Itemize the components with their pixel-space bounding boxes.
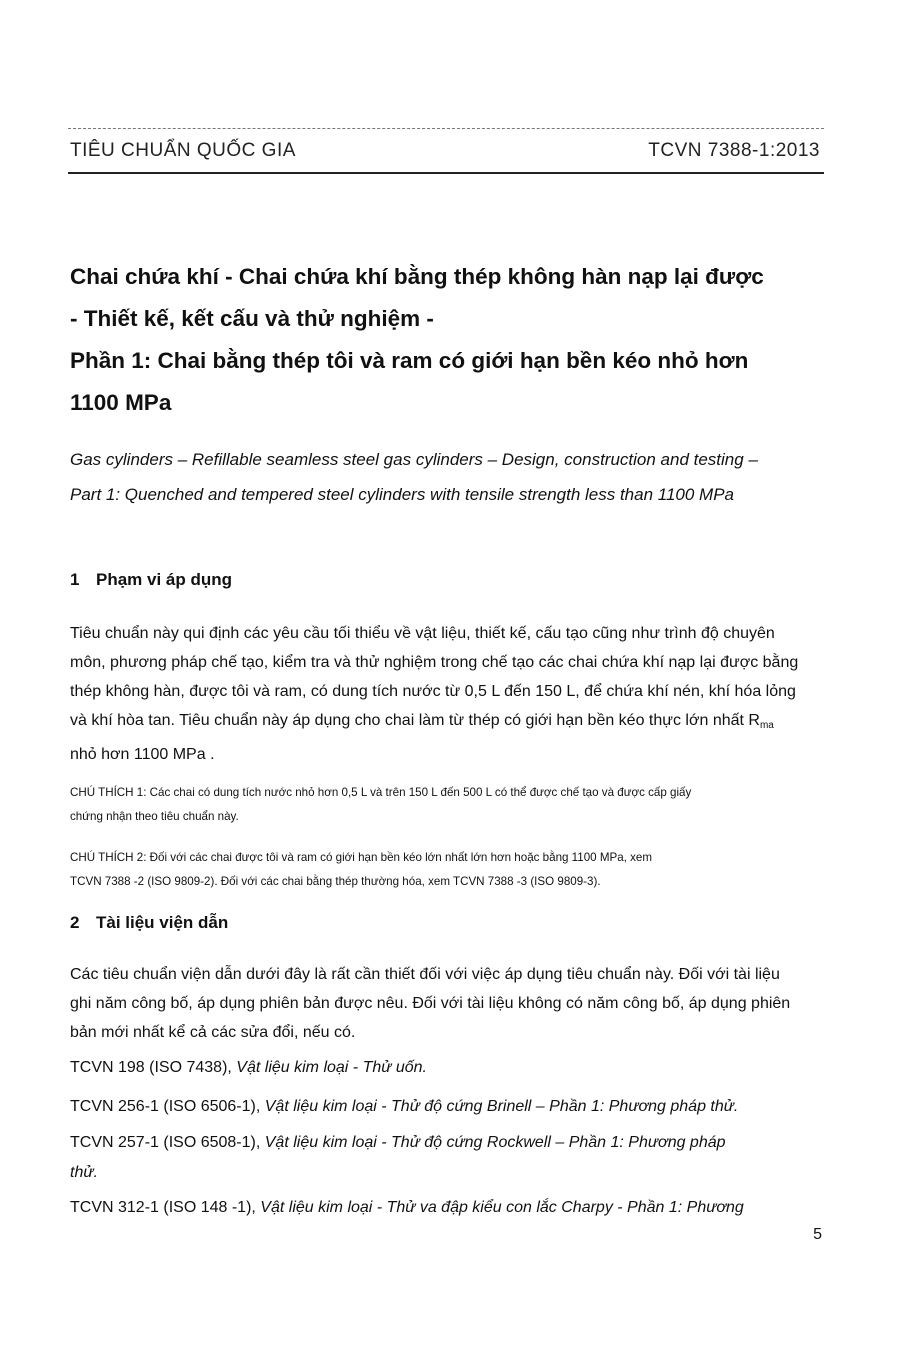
header-bottom-rule: [68, 172, 824, 174]
title-line: Chai chứa khí - Chai chứa khí bằng thép không hàn nạp lại được: [70, 264, 764, 289]
reference-title: Vật liệu kim loại - Thử va đập kiểu con lắc Charpy - Phần 1: Phương: [260, 1199, 744, 1216]
reference-item: [70, 1092, 826, 1122]
references-paragraph: [70, 960, 826, 1047]
paragraph-line: Tiêu chuẩn này qui định các yêu cầu tối thiểu về vật liệu, thiết kế, cấu tạo cũng như trình độ chuyên: [70, 625, 775, 642]
reference-code: TCVN 256-1 (ISO 6506-1),: [70, 1098, 265, 1115]
reference-code: TCVN 312-1 (ISO 148 -1),: [70, 1199, 261, 1216]
reference-title-continued: thử.: [70, 1164, 98, 1181]
english-title-line: Gas cylinders – Refillable seamless steel gas cylinders – Design, construction and testing –: [70, 450, 758, 469]
note-line: CHÚ THÍCH 1: Các chai có dung tích nước nhỏ hơn 0,5 L và trên 150 L đến 500 L có thể được chế tạo và được cấp giấy: [70, 786, 692, 799]
reference-item: [70, 1193, 826, 1223]
reference-item: [70, 1053, 826, 1083]
header-top-rule: [68, 128, 824, 129]
reference-title: Vật liệu kim loại - Thử độ cứng Rockwell – Phần 1: Phương pháp: [264, 1134, 726, 1151]
english-title-line: Part 1: Quenched and tempered steel cylinders with tensile strength less than 1100 MPa: [70, 485, 735, 504]
section-number: 1: [70, 570, 80, 589]
title-line: - Thiết kế, kết cấu và thử nghiệm -: [70, 306, 434, 331]
section-title: Phạm vi áp dụng: [96, 570, 233, 589]
paragraph-line: môn, phương pháp chế tạo, kiểm tra và thử nghiệm trong chế tạo các chai chứa khí nạp lại được bằng: [70, 654, 799, 671]
note-line: TCVN 7388 -2 (ISO 9809-2). Đối với các chai bằng thép thường hóa, xem TCVN 7388 -3 (ISO 9809-3).: [70, 875, 601, 888]
section-heading-references: [70, 913, 228, 933]
title-line: Phần 1: Chai bằng thép tôi và ram có giới hạn bền kéo nhỏ hơn: [70, 348, 749, 373]
header-standard-label: TIÊU CHUẨN QUỐC GIA: [70, 140, 296, 161]
reference-title: Vật liệu kim loại - Thử uốn.: [236, 1059, 427, 1076]
reference-item: [70, 1128, 826, 1188]
reference-title: Vật liệu kim loại - Thử độ cứng Brinell – Phần 1: Phương pháp thử.: [264, 1098, 739, 1115]
english-title: [70, 442, 840, 512]
header-standard-code: TCVN 7388-1:2013: [648, 140, 820, 161]
note-line: CHÚ THÍCH 2: Đối với các chai được tôi và ram có giới hạn bền kéo lớn nhất lớn hơn hoặc bằng 1100 MPa, xem: [70, 851, 653, 864]
note-1: [70, 781, 826, 829]
subscript-ma: ma: [759, 720, 774, 731]
page-header: [68, 140, 824, 166]
paragraph-line: và khí hòa tan. Tiêu chuẩn này áp dụng cho chai làm từ thép có giới hạn bền kéo thực lớn nhất $R_{ma}$: [70, 712, 774, 731]
reference-code: TCVN 257-1 (ISO 6508-1),: [70, 1134, 265, 1151]
page-number: 5: [813, 1226, 822, 1243]
scope-paragraph: [70, 619, 826, 769]
paragraph-line: bản mới nhất kể cả các sửa đổi, nếu có.: [70, 1024, 356, 1041]
paragraph-line: Các tiêu chuẩn viện dẫn dưới đây là rất cần thiết đối với việc áp dụng tiêu chuẩn này. Đối với tài liệu: [70, 966, 780, 983]
section-title: Tài liệu viện dẫn: [96, 913, 229, 932]
paragraph-line: thép không hàn, được tôi và ram, có dung tích nước từ 0,5 L đến 150 L, để chứa khí nén, khí hóa lỏng: [70, 683, 796, 700]
document-title: [70, 256, 840, 424]
reference-code: TCVN 198 (ISO 7438),: [70, 1059, 237, 1076]
paragraph-line: nhỏ hơn 1100 MPa .: [70, 746, 215, 763]
note-2: [70, 846, 826, 894]
title-line: 1100 MPa: [70, 390, 172, 415]
section-number: 2: [70, 913, 80, 932]
note-line: chứng nhận theo tiêu chuẩn này.: [70, 810, 239, 823]
paragraph-line: ghi năm công bố, áp dụng phiên bản được nêu. Đối với tài liệu không có năm công bố, áp dụng phiên: [70, 995, 791, 1012]
section-heading-scope: [70, 570, 232, 590]
